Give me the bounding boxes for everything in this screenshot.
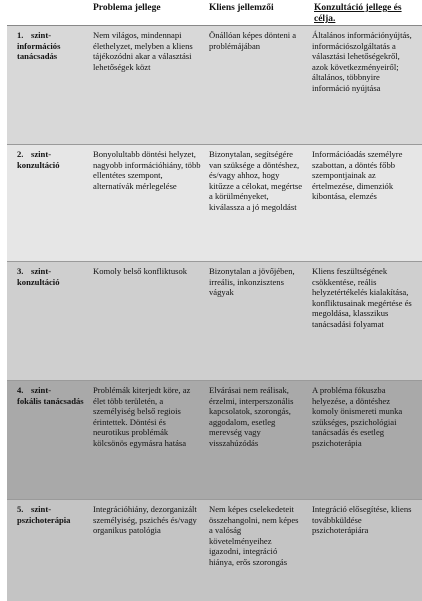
problem-text: Problémák kiterjedt köre, az élet több területén, a személyiség belső regiois érintettek. Döntési és neurotikus problémák kölcsönös egymásra hatása <box>93 385 201 449</box>
goal-text: Integráció elősegítése, kliens továbbküldése pszichoterápiára <box>312 504 418 536</box>
goal-cell <box>308 262 422 381</box>
problem-text: Integrációhiány, dezorganizált személyiség, pszichés és/vagy organikus patológia <box>93 504 201 536</box>
problem-cell <box>89 262 205 381</box>
goal-cell <box>308 381 422 500</box>
header-problem: Problema jellege <box>89 0 205 26</box>
level-cell <box>7 500 89 601</box>
level-number: 2. <box>17 149 31 160</box>
client-text: Nem képes cselekedeteit összehangolni, nem képes a valóság követelményeihez igazodni, integráció hiánya, erős szorongás <box>209 504 304 568</box>
table-row <box>7 145 422 262</box>
level-number: 4. <box>17 385 31 396</box>
level-label-2: fokális tanácsadás <box>17 396 85 407</box>
level-label-1: szint- <box>31 149 51 159</box>
problem-text: Nem világos, mindennapi élethelyzet, melyben a kliens tájékozódni akar a választási lehetőségek közt <box>93 30 201 72</box>
client-cell <box>205 145 308 262</box>
table-header <box>7 0 422 26</box>
problem-cell <box>89 26 205 145</box>
client-cell <box>205 262 308 381</box>
goal-text: A probléma fókuszba helyezése, a döntéshez komoly önismereti munka szükséges, pszichológiai tanácsadás és esetleg pszichoterápia <box>312 385 418 449</box>
client-text: Bizonytalan, segítségére van szüksége a döntéshez, és/vagy ahhoz, hogy kitűzze a célokat, megértse a körülményeket, kiválassza a jó megoldást <box>209 149 304 213</box>
goal-cell <box>308 500 422 601</box>
header-goal: Konzultáció jellege és célja. <box>308 0 422 26</box>
level-label-1: szint- <box>31 266 51 276</box>
level-cell <box>7 145 89 262</box>
level-number: 5. <box>17 504 31 515</box>
problem-cell <box>89 500 205 601</box>
problem-cell <box>89 145 205 262</box>
level-label-2: konzultáció <box>17 160 85 171</box>
table-row <box>7 262 422 381</box>
goal-text: Információadás személyre szabottan, a döntés főbb szempontjainak az értelmezése, dimenziók kibontása, elemzés <box>312 149 418 202</box>
counseling-levels-table <box>7 0 422 601</box>
level-cell <box>7 262 89 381</box>
header-row <box>7 0 422 26</box>
level-label-1: szint- <box>31 504 51 514</box>
level-label-2: információs tanácsadás <box>17 41 85 62</box>
goal-cell <box>308 26 422 145</box>
goal-text: Kliens feszültségének csökkentése, reális helyzetértékelés kialakítása, konfliktusainak megértése és megoldása, klasszikus tanácsadási folyamat <box>312 266 418 330</box>
header-level <box>7 0 89 26</box>
level-cell <box>7 381 89 500</box>
problem-text: Komoly belső konfliktusok <box>93 266 201 277</box>
client-text: Önállóan képes dönteni a problémájában <box>209 30 304 51</box>
client-cell <box>205 381 308 500</box>
header-client: Kliens jellemzői <box>205 0 308 26</box>
table-row <box>7 381 422 500</box>
level-label-2: konzultáció <box>17 277 85 288</box>
table-row <box>7 26 422 145</box>
client-text: Bizonytalan a jövőjében, irreális, inkonzisztens vágyak <box>209 266 304 298</box>
level-number: 3. <box>17 266 31 277</box>
problem-cell <box>89 381 205 500</box>
level-label-1: szint- <box>31 30 51 40</box>
level-label-2: pszichoterápia <box>17 515 85 526</box>
table-body <box>7 26 422 601</box>
client-text: Elvárásai nem reálisak, érzelmi, interperszonális kapcsolatok, szorongás, aggodalom, esetleg merevség vagy visszahúzódás <box>209 385 304 449</box>
level-number: 1. <box>17 30 31 41</box>
client-cell <box>205 26 308 145</box>
problem-text: Bonyolultabb döntési helyzet, nagyobb információhiány, több ellentétes szempont, alternatívák mérlegelése <box>93 149 201 191</box>
level-cell <box>7 26 89 145</box>
client-cell <box>205 500 308 601</box>
goal-text: Általános információnyújtás, információszolgáltatás a választási lehetőségekről, azok következményeiről; általános, többnyire információ nyújtása <box>312 30 418 94</box>
table-row <box>7 500 422 601</box>
goal-cell <box>308 145 422 262</box>
level-label-1: szint- <box>31 385 51 395</box>
